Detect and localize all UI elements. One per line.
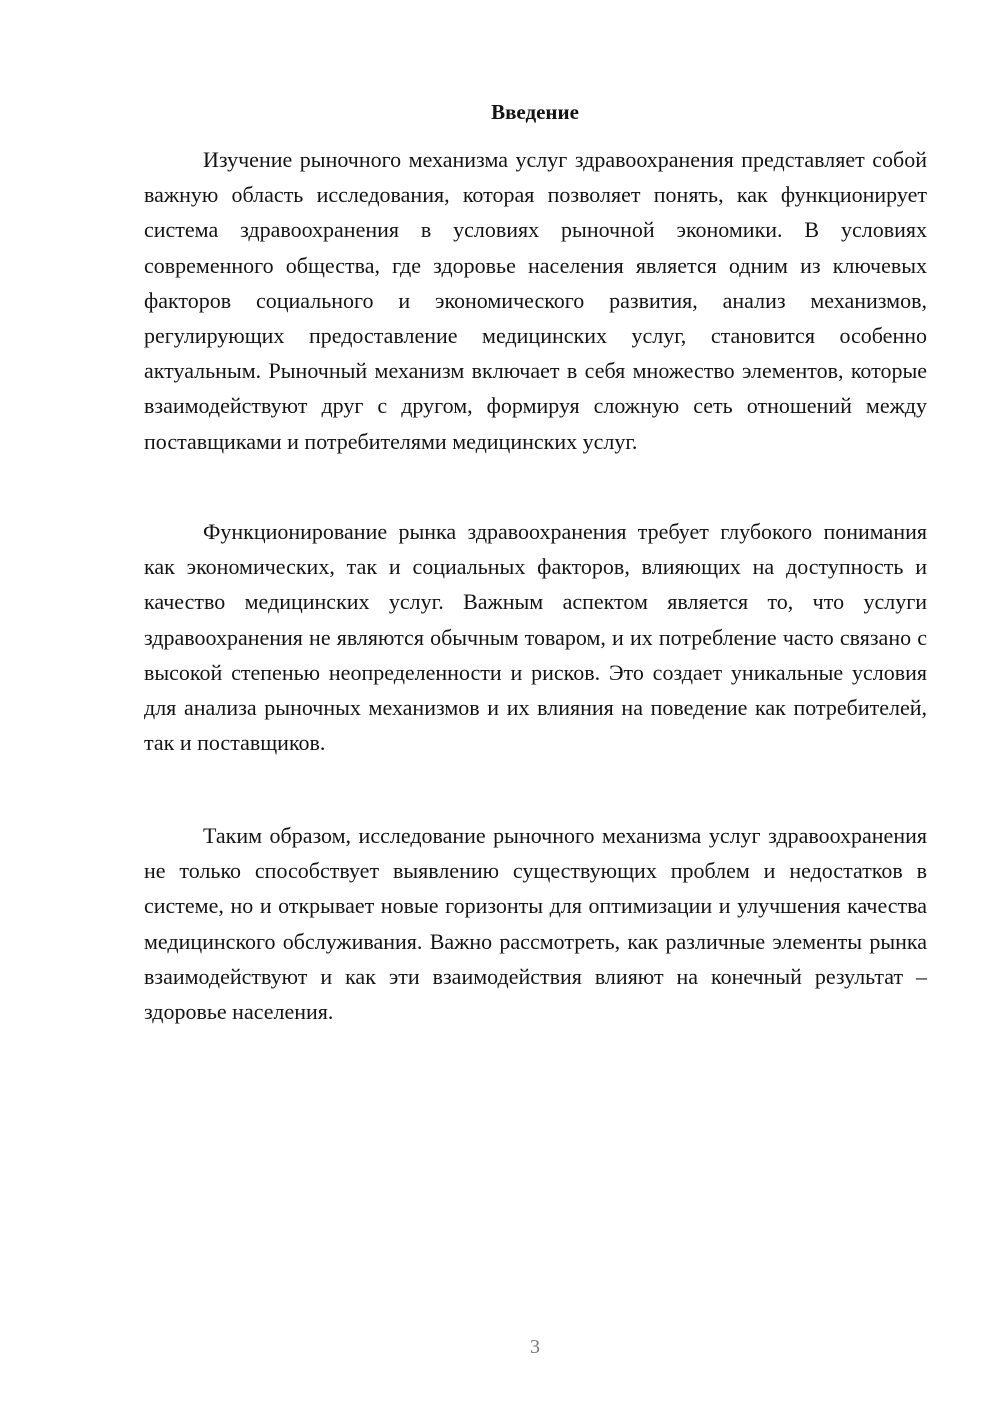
paragraph-3: Таким образом, исследование рыночного механизма услуг здравоохранения не только способствует выявлению существующих проблем и недостатков в системе, но и открывает новые горизонты для оптимизации и улучшения качества медицинского обслуживания. Важно рассмотреть, как различные элементы рынка взаимодействуют и как эти взаимодействия влияют на конечный результат – здоровье населения.	[144, 823, 927, 1025]
section-heading: Введение	[491, 100, 579, 124]
page-number: 3	[530, 1336, 540, 1358]
paragraph-2: Функционирование рынка здравоохранения требует глубокого понимания как экономических, так и социальных факторов, влияющих на доступность и качество медицинских услуг. Важным аспектом является то, что услуги здравоохранения не являются обычным товаром, и их потребление часто связано с высокой степенью неопределенности и рисков. Это создает уникальные условия для анализа рыночных механизмов и их влияния на поведение как потребителей, так и поставщиков.	[144, 519, 927, 756]
paragraph-1: Изучение рыночного механизма услуг здравоохранения представляет собой важную область исследования, которая позволяет понять, как функционирует система здравоохранения в условиях рыночной экономики. В условиях современного общества, где здоровье населения является одним из ключевых факторов социального и экономического развития, анализ механизмов, регулирующих предоставление медицинских услуг, становится особенно актуальным. Рыночный механизм включает в себя множество элементов, которые взаимодействуют друг с другом, формируя сложную сеть отношений между поставщиками и потребителями медицинских услуг.	[144, 147, 927, 454]
